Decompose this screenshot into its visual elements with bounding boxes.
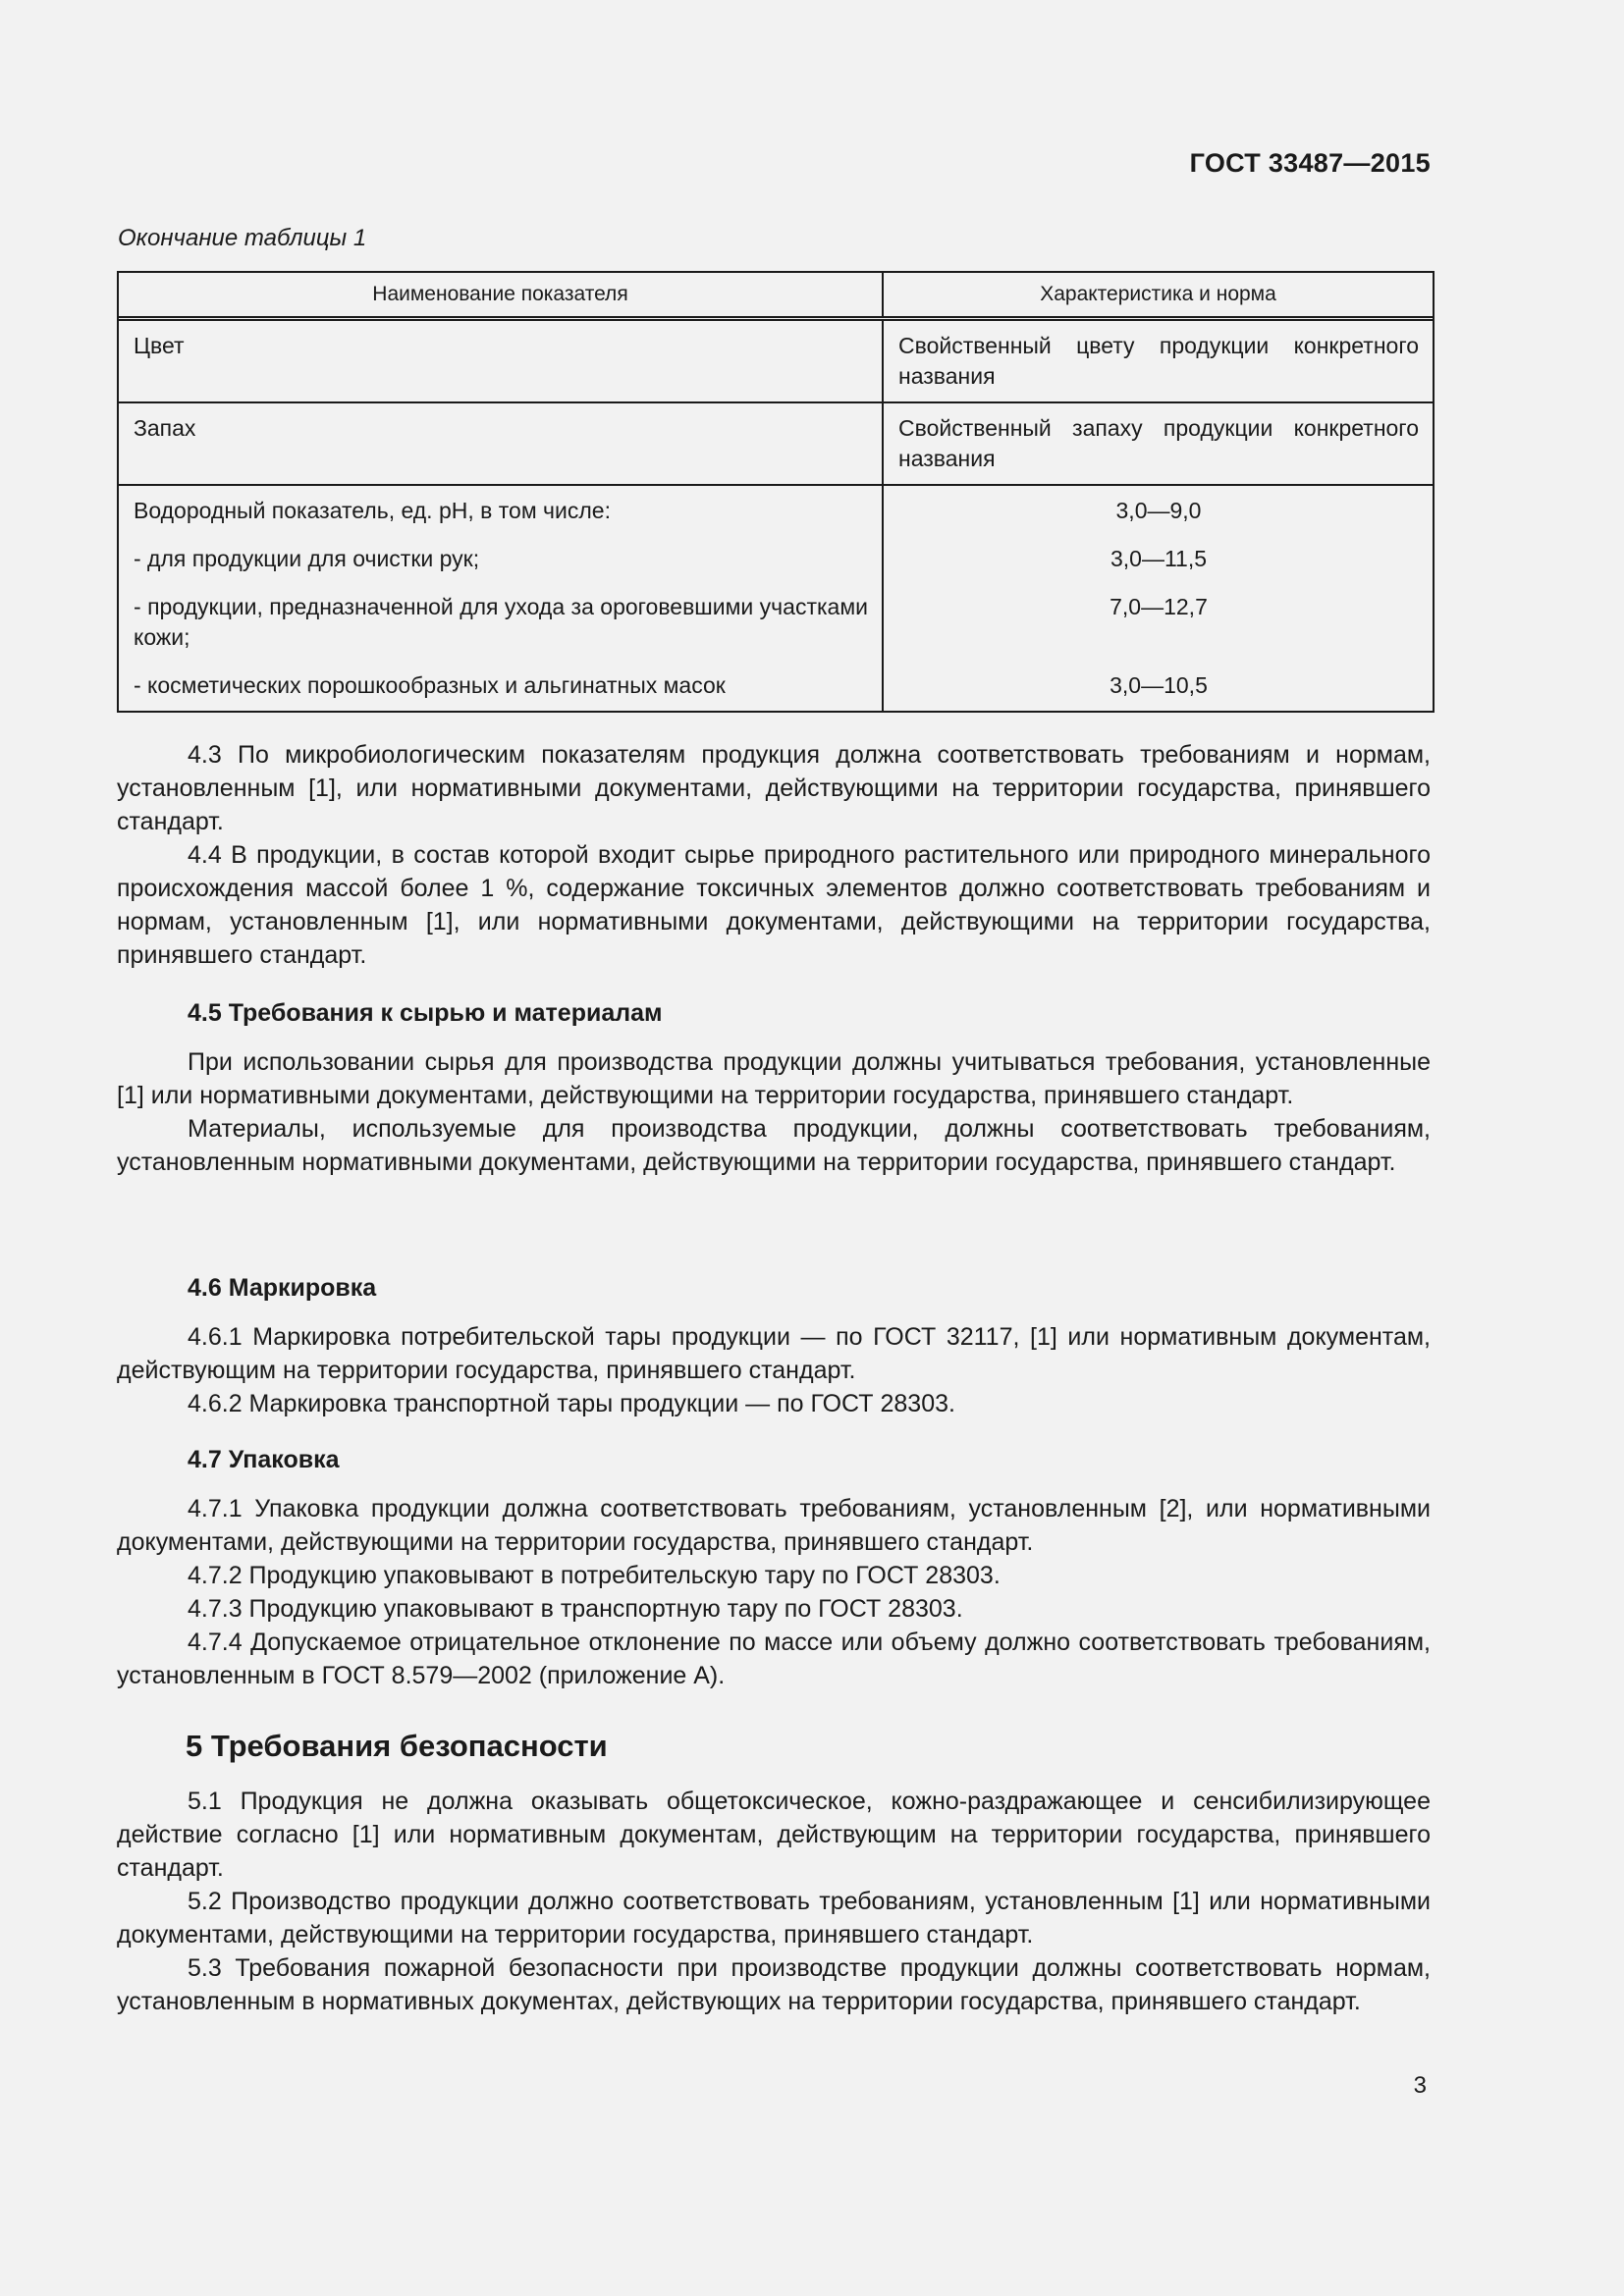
heading-4-5: 4.5 Требования к сырью и материалам [188, 999, 663, 1027]
table-cell-value: Свойственный запаху продукции конкретного названия [898, 415, 1419, 471]
table-row-ph [119, 486, 1433, 711]
column-header-indicator: Наименование показателя [119, 273, 884, 316]
paragraph-4-7-2: 4.7.2 Продукцию упаковывают в потребительскую тару по ГОСТ 28303. [188, 1562, 1001, 1589]
heading-4-7: 4.7 Упаковка [188, 1446, 340, 1473]
paragraph-5-2: 5.2 Производство продукции должно соответствовать требованиям, установленным [1] или нормативными документами, действующими на территории государства, принявшего стандарт. [117, 1888, 1431, 1949]
paragraph-4-7-3: 4.7.3 Продукцию упаковывают в транспортную тару по ГОСТ 28303. [188, 1595, 963, 1623]
heading-4-6: 4.6 Маркировка [188, 1274, 377, 1302]
section-4-7 [117, 1443, 1431, 1692]
paragraph-4-7-4: 4.7.4 Допускаемое отрицательное отклонение по массе или объему должно соответствовать требованиям, установленным в ГОСТ 8.579—2002 (приложение А). [117, 1629, 1431, 1689]
section-5 [117, 1730, 1431, 2018]
heading-5: 5 Требования безопасности [186, 1729, 608, 1763]
ph-name-line: Водородный показатель, ед. рН, в том числе: [134, 498, 611, 523]
paragraph-4-6-1: 4.6.1 Маркировка потребительской тары продукции — по ГОСТ 32117, [1] или нормативным документам, действующим на территории государства, принявшего стандарт. [117, 1323, 1431, 1384]
section-4-5 [117, 996, 1431, 1179]
table-row-odor [119, 403, 1433, 486]
ph-name-line: - для продукции для очистки рук; [134, 546, 480, 571]
table-cell-name: Запах [119, 403, 884, 484]
table-row-color [119, 321, 1433, 403]
page-number: 3 [1413, 2072, 1427, 2099]
table-cell-ph-values [884, 486, 1433, 711]
ph-value-line: 3,0—9,0 [1115, 498, 1202, 523]
ph-value-line: 3,0—10,5 [1110, 672, 1208, 698]
paragraph-4-5-a: При использовании сырья для производства продукции должны учитываться требования, установленные [1] или нормативными документами, действующими на территории государства, принявшего стандарт. [117, 1048, 1431, 1109]
paragraph-4-3: 4.3 По микробиологическим показателям продукция должна соответствовать требованиям и нормам, установленным [1], или нормативными документами, действующими на территории государства, принявшего стандарт. [117, 741, 1431, 835]
ph-value-line: 7,0—12,7 [1110, 594, 1208, 619]
paragraph-4-5-b: Материалы, используемые для производства продукции, должны соответствовать требованиям, установленным нормативными документами, действующими на территории государства, принявшего стандарт. [117, 1115, 1431, 1176]
table-cell-name: Цвет [119, 321, 884, 401]
paragraph-4-4: 4.4 В продукции, в состав которой входит сырье природного растительного или природного минерального происхождения массой более 1 %, содержание токсичных элементов должно соответствовать требованиям и нормам, установленным [1], или нормативными документами, действующими на территории государства, принявшего стандарт. [117, 841, 1431, 969]
table-cell-ph-names [119, 486, 884, 711]
paragraph-4-6-2: 4.6.2 Маркировка транспортной тары продукции — по ГОСТ 28303. [188, 1390, 955, 1417]
ph-value-line: 3,0—11,5 [1110, 546, 1208, 571]
paragraph-5-1: 5.1 Продукция не должна оказывать общетоксическое, кожно-раздражающее и сенсибилизирующее действие согласно [1] или нормативным документам, действующим на территории государства, принявшего стандарт. [117, 1788, 1431, 1882]
table-caption: Окончание таблицы 1 [118, 225, 367, 251]
section-4-text [117, 738, 1431, 972]
table-header-row [119, 273, 1433, 321]
document-code: ГОСТ 33487—2015 [1189, 148, 1431, 178]
indicators-table [117, 271, 1435, 713]
ph-name-line: - продукции, предназначенной для ухода за ороговевшими участками кожи; [134, 594, 868, 650]
paragraph-5-3: 5.3 Требования пожарной безопасности при производстве продукции должны соответствовать нормам, установленным в нормативных документах, действующих на территории государства, принявшего стандарт. [117, 1954, 1431, 2015]
column-header-norm: Характеристика и норма [1040, 283, 1276, 305]
paragraph-4-7-1: 4.7.1 Упаковка продукции должна соответствовать требованиям, установленным [2], или нормативными документами, действующими на территории государства, принявшего стандарт. [117, 1495, 1431, 1556]
section-4-6 [117, 1271, 1431, 1420]
ph-name-line: - косметических порошкообразных и альгинатных масок [134, 672, 726, 698]
table-cell-value: Свойственный цвету продукции конкретного названия [898, 333, 1419, 389]
